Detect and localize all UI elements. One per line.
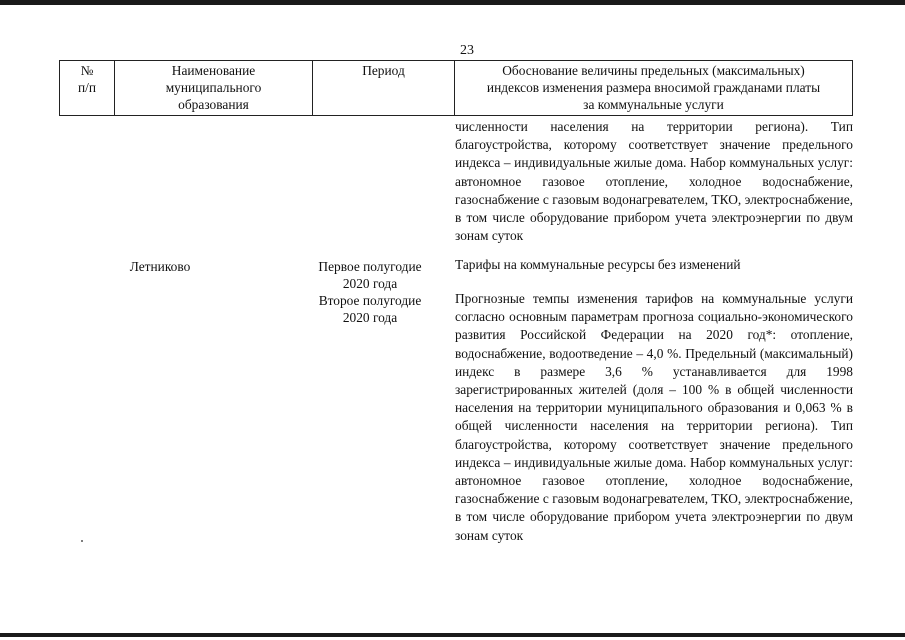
page-number: 23: [460, 43, 474, 58]
period-first-line2: 2020 года: [342, 276, 398, 291]
table-header: [59, 60, 853, 116]
municipality-name: Летниково: [129, 259, 191, 274]
bottom-border-rule: [0, 633, 905, 637]
header-justification-cell: [455, 61, 853, 116]
period-first-half: [300, 258, 440, 292]
period-second-line2: 2020 года: [342, 310, 398, 325]
header-period-label: Период: [362, 63, 405, 78]
period-second-half: [300, 292, 440, 326]
header-name-label: Наименование муниципального образования: [165, 63, 262, 112]
scan-speck: [81, 540, 83, 542]
period-second-line1: Второе полугодие: [318, 293, 422, 308]
header-number-label: № п/п: [77, 63, 97, 95]
header-name-cell: [115, 61, 313, 116]
header-justification-label: Обоснование величины предельных (максимальных) индексов изменения размера вносимой гражданами платы за коммунальные услуги: [486, 63, 821, 112]
header-number-cell: [60, 61, 115, 116]
continuation-paragraph: численности населения на территории региона). Тип благоустройства, которому соответствует значение предельного индекса – индивидуальные жилые дома. Набор коммунальных услуг: автономное газовое отопление, холодное водоснабжение, газоснабжение с газовым водонагревателем, ТКО, электроснабжение, в том числе оборудование прибором учета электроэнергии по двум зонам суток: [455, 119, 853, 244]
second-half-justification: Прогнозные темпы изменения тарифов на коммунальные услуги согласно основным параметрам прогноза социально-экономического развития Российской Федерации на 2020 год*: отопление, водоснабжение, водоотведение – 4,0 %. Предельный (максимальный) индекс в размере 3,6 % устанавливается для 1998 зарегистрированных жителей (доля – 100 % в общей численности населения на территории муниципального образования и 0,063 % в общей численности населения на территории региона). Тип благоустройства, которому соответствует значение предельного индекса – индивидуальные жилые дома. Набор коммунальных услуг: автономное газовое отопление, холодное водоснабжение, газоснабжение с газовым водонагревателем, ТКО, электроснабжение, в том числе оборудование прибором учета электроэнергии по двум зонам суток: [455, 291, 853, 543]
header-period-cell: [313, 61, 455, 116]
first-half-justification: Тарифы на коммунальные ресурсы без изменений: [455, 257, 741, 272]
top-border-rule: [0, 0, 905, 5]
period-first-line1: Первое полугодие: [318, 259, 422, 274]
